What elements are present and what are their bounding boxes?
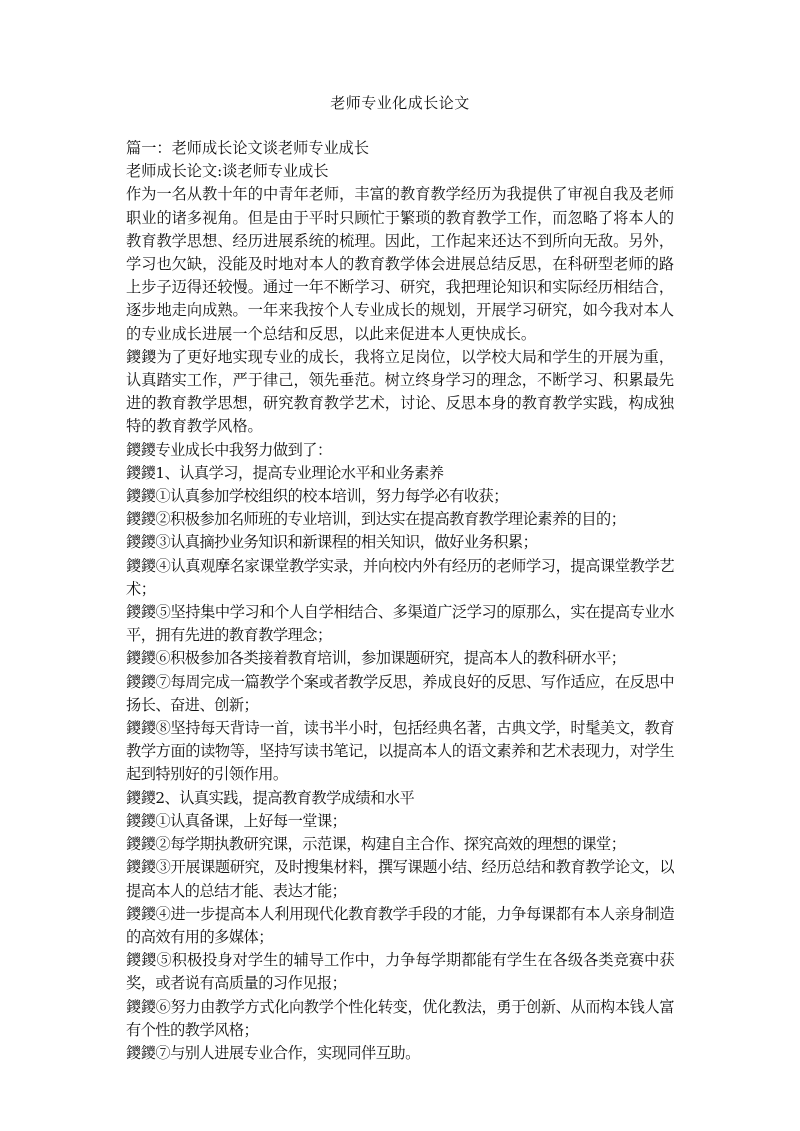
section-1-heading: 鑁鑁1、认真学习，提高专业理论水平和业务素养 [126, 463, 444, 482]
section-heading: 篇一：老师成长论文谈老师专业成长 [126, 139, 369, 157]
document-title: 老师专业化成长论文 [330, 94, 470, 112]
intro-paragraph: 作为一名从教十年的中青年老师，丰富的教育教学经历为我提供了审视自我及老师职业的诸多视角。但是由于平时只顾忙于繁琐的教育教学工作，而忽略了将本人的教育教学思想、经历进展系统的梳理。因此，工作起来还达不到所向无敌。另外，学习也欠缺，没能及时地对本人的教育教学体会进展总结反思，在科研型老师的路上步子迈得还较慢。通过一年不断学习、研究，我把理论知识和实际经历相结合，逐步地走向成熟。一年来我按个人专业成长的规划，开展学习研究，如今我对本人的专业成长进展一个总结和反思，以此来促进本人更快成长。 [126, 185, 674, 343]
list-item: 鑁鑁⑥努力由教学方式化向教学个性化转变，优化教法，勇于创新、从而构本钱人富有个性的教学风格； [126, 997, 674, 1039]
list-item: 鑁鑁①认真备课，上好每一堂课； [126, 811, 347, 830]
list-item: 鑁鑁⑦与别人进展专业合作，实现同伴互助。 [126, 1043, 420, 1062]
list-item: 鑁鑁②每学期执教研究课，示范课，构建自主合作、探究高效的理想的课堂； [126, 835, 626, 854]
list-item: 鑁鑁⑧坚持每天背诗一首，读书半小时，包括经典名著，古典文学，时髦美文，教育教学方面的读物等，坚持写读书笔记，以提高本人的语文素养和艺术表现力，对学生起到特别好的引领作用。 [126, 719, 674, 784]
list-item: 鑁鑁⑤积极投身对学生的辅导工作中，力争每学期都能有学生在各级各类竞赛中获奖，或者说有高质量的习作见报； [126, 951, 674, 993]
list-item: 鑁鑁⑦每周完成一篇教学个案或者教学反思，养成良好的反思、写作适应，在反思中扬长、奋进、创新； [126, 672, 674, 714]
document-body [126, 137, 674, 1065]
list-item: 鑁鑁①认真参加学校组织的校本培训，努力每学必有收获； [126, 487, 508, 506]
achievements-heading: 鑁鑁专业成长中我努力做到了： [126, 440, 332, 459]
list-item: 鑁鑁⑤坚持集中学习和个人自学相结合、多渠道广泛学习的原那么，实在提高专业水平，拥有先进的教育教学理念； [126, 603, 674, 645]
list-item: 鑁鑁⑥积极参加各类接着教育培训，参加课题研究，提高本人的教科研水平； [126, 649, 626, 668]
list-item: 鑁鑁③认真摘抄业务知识和新课程的相关知识，做好业务积累； [126, 533, 538, 552]
list-item: 鑁鑁③开展课题研究，及时搜集材料，撰写课题小结、经历总结和教育教学论文，以提高本人的总结才能、表达才能； [126, 858, 674, 900]
list-item: 鑁鑁②积极参加名师班的专业培训，到达实在提高教育教学理论素养的目的； [126, 510, 626, 529]
list-item: 鑁鑁④认真观摩名家课堂教学实录，并向校内外有经历的老师学习，提高课堂教学艺术； [126, 556, 674, 598]
article-subtitle: 老师成长论文:谈老师专业成长 [126, 162, 329, 181]
section-2-heading: 鑁鑁2、认真实践，提高教育教学成绩和水平 [126, 788, 415, 807]
goal-paragraph: 鑁鑁为了更好地实现专业的成长，我将立足岗位，以学校大局和学生的开展为重，认真踏实工作，严于律己，领先垂范。树立终身学习的理念，不断学习、积累最先进的教育教学思想，研究教育教学艺术，讨论、反思本身的教育教学实践，构成独特的教育教学风格。 [126, 347, 674, 436]
list-item: 鑁鑁④进一步提高本人利用现代化教育教学手段的才能，力争每课都有本人亲身制造的高效有用的多媒体； [126, 904, 674, 946]
